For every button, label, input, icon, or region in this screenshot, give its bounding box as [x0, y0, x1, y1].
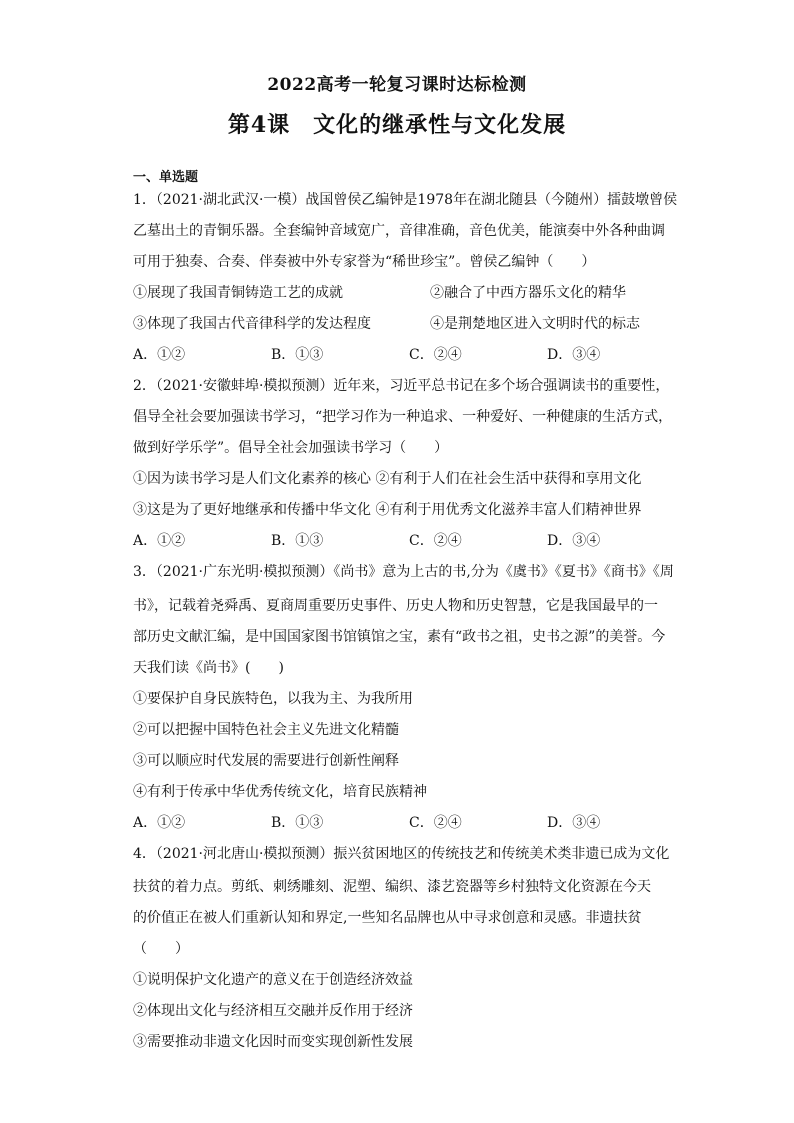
- q1-option-1: ①展现了我国青铜铸造工艺的成就: [133, 285, 343, 301]
- q3-stem-line-3: 部历史文献汇编，是中国国家图书馆镇馆之宝，素有“政书之祖，史书之源”的美誉。今: [133, 629, 666, 645]
- q3-option-1: ①要保护自身民族特色，以我为主、为我所用: [133, 691, 413, 707]
- q3-choice-a: A．①②: [133, 815, 186, 831]
- section-heading: 一、单选题: [133, 170, 199, 185]
- q4-stem-line-2: 扶贫的着力点。剪纸、刺绣雕刻、泥塑、编织、漆艺瓷器等乡村独特文化资源在今天: [133, 879, 651, 895]
- q1-stem-line-1: 1．（2021·湖北武汉·一模）战国曾侯乙编钟是1978年在湖北随县（今随州）擂鼓墩曾侯: [133, 192, 678, 208]
- q3-stem-line-1: 3．（2021·广东光明·模拟预测）《尚书》意为上古的书,分为《虞书》《夏书》《商书》《周: [133, 564, 674, 580]
- q3-option-2: ②可以把握中国特色社会主义先进文化精髓: [133, 722, 399, 738]
- lesson-title: 第4课 文化的继承性与文化发展: [227, 112, 567, 138]
- q1-stem-line-3: 可用于独奏、合奏、伴奏被中外专家誉为“稀世珍宝”。曾侯乙编钟（ ）: [133, 254, 596, 270]
- q1-option-3: ③体现了我国古代音律科学的发达程度: [133, 316, 371, 332]
- q3-choice-d: D．③④: [547, 815, 601, 831]
- q3-option-3: ③可以顺应时代发展的需要进行创新性阐释: [133, 753, 399, 769]
- q1-option-2: ②融合了中西方器乐文化的精华: [430, 285, 626, 301]
- q4-stem-line-4: （ ）: [133, 941, 189, 957]
- q1-choice-c: C．②④: [409, 347, 462, 363]
- q2-choice-a: A．①②: [133, 533, 186, 549]
- q1-choice-d: D．③④: [547, 347, 601, 363]
- document-title: 2022高考一轮复习课时达标检测: [267, 75, 527, 95]
- q3-stem-line-4: 天我们读《尚书》( ): [133, 660, 284, 676]
- q2-choice-c: C．②④: [409, 533, 462, 549]
- q4-stem-line-1: 4．（2021·河北唐山·模拟预测）振兴贫困地区的传统技艺和传统美术类非遗已成为文化: [133, 846, 670, 862]
- q1-option-4: ④是荆楚地区进入文明时代的标志: [430, 316, 640, 332]
- q2-option-row-1: ①因为读书学习是人们文化素养的核心 ②有利于人们在社会生活中获得和享用文化: [133, 471, 642, 487]
- q2-option-row-2: ③这是为了更好地继承和传播中华文化 ④有利于用优秀文化滋养丰富人们精神世界: [133, 502, 642, 518]
- q2-stem-line-3: 做到好学乐学”。倡导全社会加强读书学习（ ）: [133, 440, 449, 456]
- q3-choice-b: B．①③: [271, 815, 324, 831]
- q1-stem-line-2: 乙墓出土的青铜乐器。全套编钟音域宽广，音律准确，音色优美，能演奏中外各种曲调: [133, 223, 665, 239]
- q2-choice-d: D．③④: [547, 533, 601, 549]
- q4-option-3: ③需要推动非遗文化因时而变实现创新性发展: [133, 1034, 413, 1050]
- q4-stem-line-3: 的价值正在被人们重新认知和界定,一些知名品牌也从中寻求创意和灵感。非遗扶贫: [133, 910, 642, 926]
- q2-stem-line-1: 2．（2021·安徽蚌埠·模拟预测）近年来，习近平总书记在多个场合强调读书的重要性，: [133, 378, 670, 394]
- q4-option-2: ②体现出文化与经济相互交融并反作用于经济: [133, 1003, 413, 1019]
- q3-stem-line-2: 书》，记载着尧舜禹、夏商周重要历史事件、历史人物和历史智慧，它是我国最早的一: [133, 598, 658, 614]
- q1-choice-a: A．①②: [133, 347, 186, 363]
- q3-choice-c: C．②④: [409, 815, 462, 831]
- q4-option-1: ①说明保护文化遗产的意义在于创造经济效益: [133, 972, 413, 988]
- q2-stem-line-2: 倡导全社会要加强读书学习，“把学习作为一种追求、一种爱好、一种健康的生活方式，: [133, 409, 673, 425]
- q2-choice-b: B．①③: [271, 533, 324, 549]
- q1-choice-b: B．①③: [271, 347, 324, 363]
- q3-option-4: ④有利于传承中华优秀传统文化，培育民族精神: [133, 784, 427, 800]
